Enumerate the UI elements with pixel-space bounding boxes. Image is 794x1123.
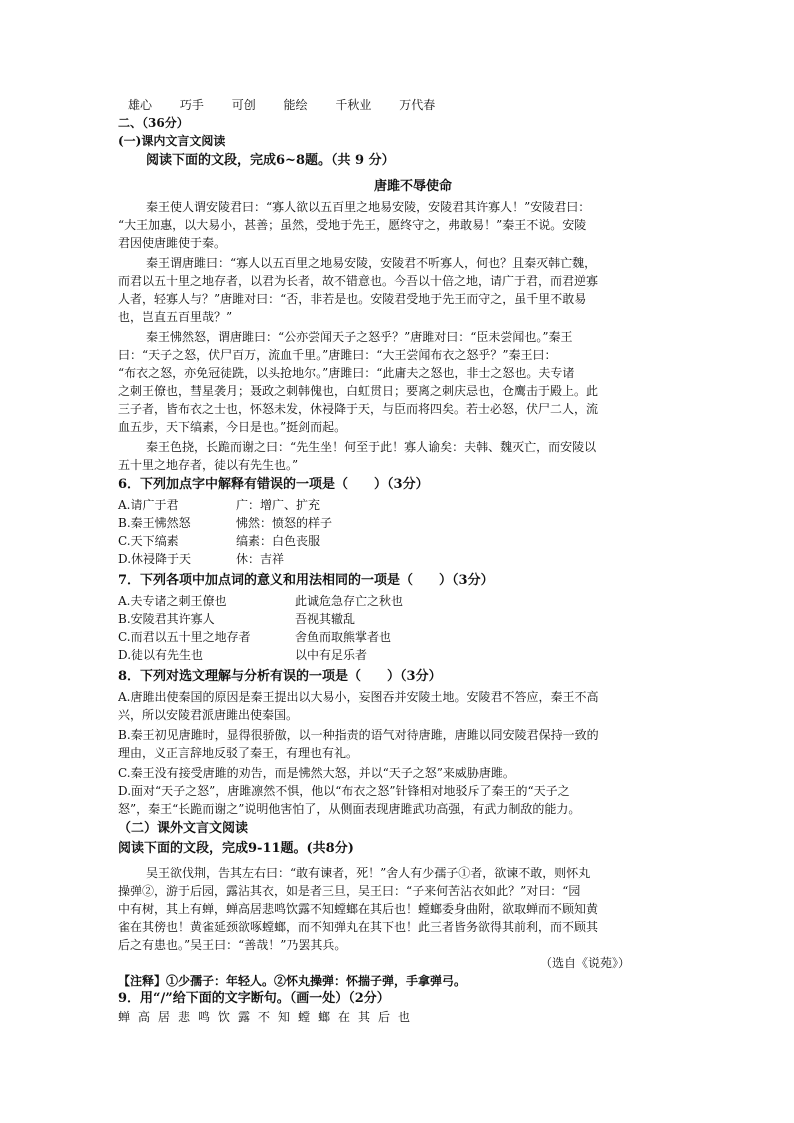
q7-option-b: B.安陵君其许寡人	[118, 612, 215, 626]
p5-line-4: 雀在其傍也！黄雀延颈欲啄螳螂，而不知弹丸在其下也！此三者皆务欲得其前利，而不顾其	[118, 920, 599, 934]
q7-option-d-compare: 以中有足乐者	[295, 648, 368, 662]
p3-line-6: 血五步，天下缟素，今日是也。”挺剑而起。	[118, 420, 347, 434]
p1-line-3: 君因使唐雎使于秦。	[118, 236, 227, 250]
p5-line-3: 中有树，其上有蝉，蝉高居悲鸣饮露不知螳螂在其后也！螳螂委身曲附，欲取蝉而不顾知黄	[118, 902, 599, 916]
p5-line-1: 吴王欲伐荆，告其左右曰：“敢有谏者，死！”舍人有少孺子①者，欲谏不敢，则怀丸	[146, 866, 591, 880]
question-9: 9．用“/”给下面的文字断句。（画一处）（2分）	[118, 991, 390, 1006]
q6-option-c-gloss: 缟素：白色丧服	[236, 534, 321, 548]
word-6: 万代春	[399, 98, 436, 112]
q6-option-d-gloss: 休：吉祥	[236, 552, 285, 566]
section-heading: 二、（36分）	[118, 116, 189, 130]
p2-line-2: 而君以五十里之地存者，以君为长者，故不错意也。今吾以十倍之地，请广于君，而君逆寡	[118, 274, 599, 288]
q6-option-c: C.天下缟素	[118, 534, 179, 548]
question-7: 7．下列各项中加点词的意义和用法相同的一项是（ ）（3分）	[118, 573, 494, 588]
p2-line-1: 秦王谓唐雎曰：“寡人以五百里之地易安陵，安陵君不听寡人，何也？且秦灭韩亡魏，	[146, 256, 597, 270]
p2-line-4: 也，岂直五百里哉？”	[118, 310, 233, 324]
annotation-note: 【注释】①少孺子：年轻人。②怀丸操弹：怀揣子弹，手拿弹弓。	[118, 974, 467, 988]
subsection-heading-2: （二）课外文言文阅读	[118, 821, 249, 836]
q6-option-a-gloss: 广：增广、扩充	[236, 498, 321, 512]
p3-line-3: “布衣之怒，亦免冠徒跣，以头抢地尔。”唐雎曰：“此庸夫之怒也，非士之怒也。夫专诸	[118, 366, 575, 380]
p3-line-1: 秦王怫然怒，谓唐雎曰：“公亦尝闻天子之怒乎？”唐雎对曰：“臣未尝闻也。”秦王	[146, 330, 573, 344]
q7-option-c: C.而君以五十里之地存者	[118, 630, 251, 644]
q8-line-4: 理由，义正言辞地反驳了秦王，有理也有礼。	[118, 746, 359, 760]
p3-line-4: 之刺王僚也，彗星袭月；聂政之刺韩傀也，白虹贯日；要离之刺庆忌也，仓鹰击于殿上。此	[118, 384, 599, 398]
word-1: 雄心	[128, 98, 153, 112]
q7-option-b-compare: 吾视其辙乱	[295, 612, 356, 626]
q8-line-3: B.秦王初见唐雎时，显得很骄傲，以一种指责的语气对待唐雎，唐雎以同安陵君保持一致的	[118, 728, 599, 742]
q6-option-d: D.休祲降于天	[118, 552, 192, 566]
word-4: 能绘	[283, 98, 308, 112]
p5-line-5: 后之有患也。”吴王曰：“善哉！”乃罢其兵。	[118, 938, 347, 952]
subsection-heading-1: (一)课内文言文阅读	[118, 134, 226, 148]
p4-line-1: 秦王色挠，长跪而谢之曰：“先生坐！何至于此！寡人谕矣：夫韩、魏灭亡，而安陵以	[146, 440, 597, 454]
p5-line-2: 操弹②，游于后园，露沾其衣，如是者三旦，吴王曰：“子来何苦沾衣如此？”对曰：“园	[118, 884, 581, 898]
word-2: 巧手	[179, 98, 204, 112]
p1-line-2: “大王加惠，以大易小，甚善；虽然，受地于先王，愿终守之，弗敢易！”秦王不说。安陵	[118, 218, 587, 232]
q7-option-d: D.徒以有先生也	[118, 648, 204, 662]
q8-line-2: 兴，所以安陵君派唐雎出使秦国。	[118, 708, 299, 722]
p3-line-5: 三子者，皆布衣之士也，怀怒未发，休祲降于天，与臣而将四矣。若士必怒，伏尸二人，流	[118, 402, 599, 416]
q6-option-b: B.秦王怫然怒	[118, 516, 191, 530]
q8-line-6: D.面对“天子之怒”，唐雎凛然不惧，他以“布衣之怒”针锋相对地驳斥了秦王的“天子之	[118, 784, 570, 798]
q7-option-a: A.夫专诸之刺王僚也	[118, 594, 227, 608]
top-words-line	[128, 96, 718, 114]
instruction-1: 阅读下面的文段，完成6~8题。（共 9 分）	[146, 153, 395, 168]
question-6: 6．下列加点字中解释有错误的一项是（ ）（3分）	[118, 477, 429, 492]
passage-title: 唐雎不辱使命	[373, 179, 452, 194]
word-5: 千秋业	[335, 98, 372, 112]
q6-option-b-gloss: 怫然：愤怒的样子	[236, 516, 333, 530]
p1-line-1: 秦王使人谓安陵君曰：“寡人欲以五百里之地易安陵，安陵君其许寡人！”安陵君曰：	[146, 200, 591, 214]
q8-line-7: 怒”，秦王“长跪而谢之”说明他害怕了，从侧面表现唐雎武功高强，有武力制敌的能力。	[118, 802, 581, 816]
q7-option-c-compare: 舍鱼而取熊掌者也	[295, 630, 392, 644]
q8-line-1: A.唐雎出使秦国的原因是秦王提出以大易小，妄图吞并安陵土地。安陵君不答应，秦王不高	[118, 690, 599, 704]
q6-option-a: A.请广于君	[118, 498, 179, 512]
p3-line-2: 曰：“天子之怒，伏尸百万，流血千里。”唐雎曰：“大王尝闻布衣之怒乎？”秦王曰：	[118, 348, 557, 362]
p4-line-2: 五十里之地存者，徒以有先生也。”	[118, 458, 299, 472]
p2-line-3: 人者，轻寡人与？”唐雎对曰：“否，非若是也。安陵君受地于先王而守之，虽千里不敢易	[118, 292, 587, 306]
instruction-2: 阅读下面的文段，完成9-11题。(共8分)	[118, 841, 354, 856]
q7-option-a-compare: 此诚危急存亡之秋也	[295, 594, 404, 608]
source-citation: （选自《说苑》）	[539, 956, 630, 970]
question-8: 8．下列对选文理解与分析有误的一项是（ ）（3分）	[118, 669, 442, 684]
q8-line-5: C.秦王没有接受唐雎的劝告，而是怫然大怒，并以“天子之怒”来威胁唐雎。	[118, 766, 515, 780]
word-3: 可创	[231, 98, 256, 112]
q9-text: 蝉高居悲鸣饮露不知螳螂在其后也	[118, 1010, 419, 1024]
